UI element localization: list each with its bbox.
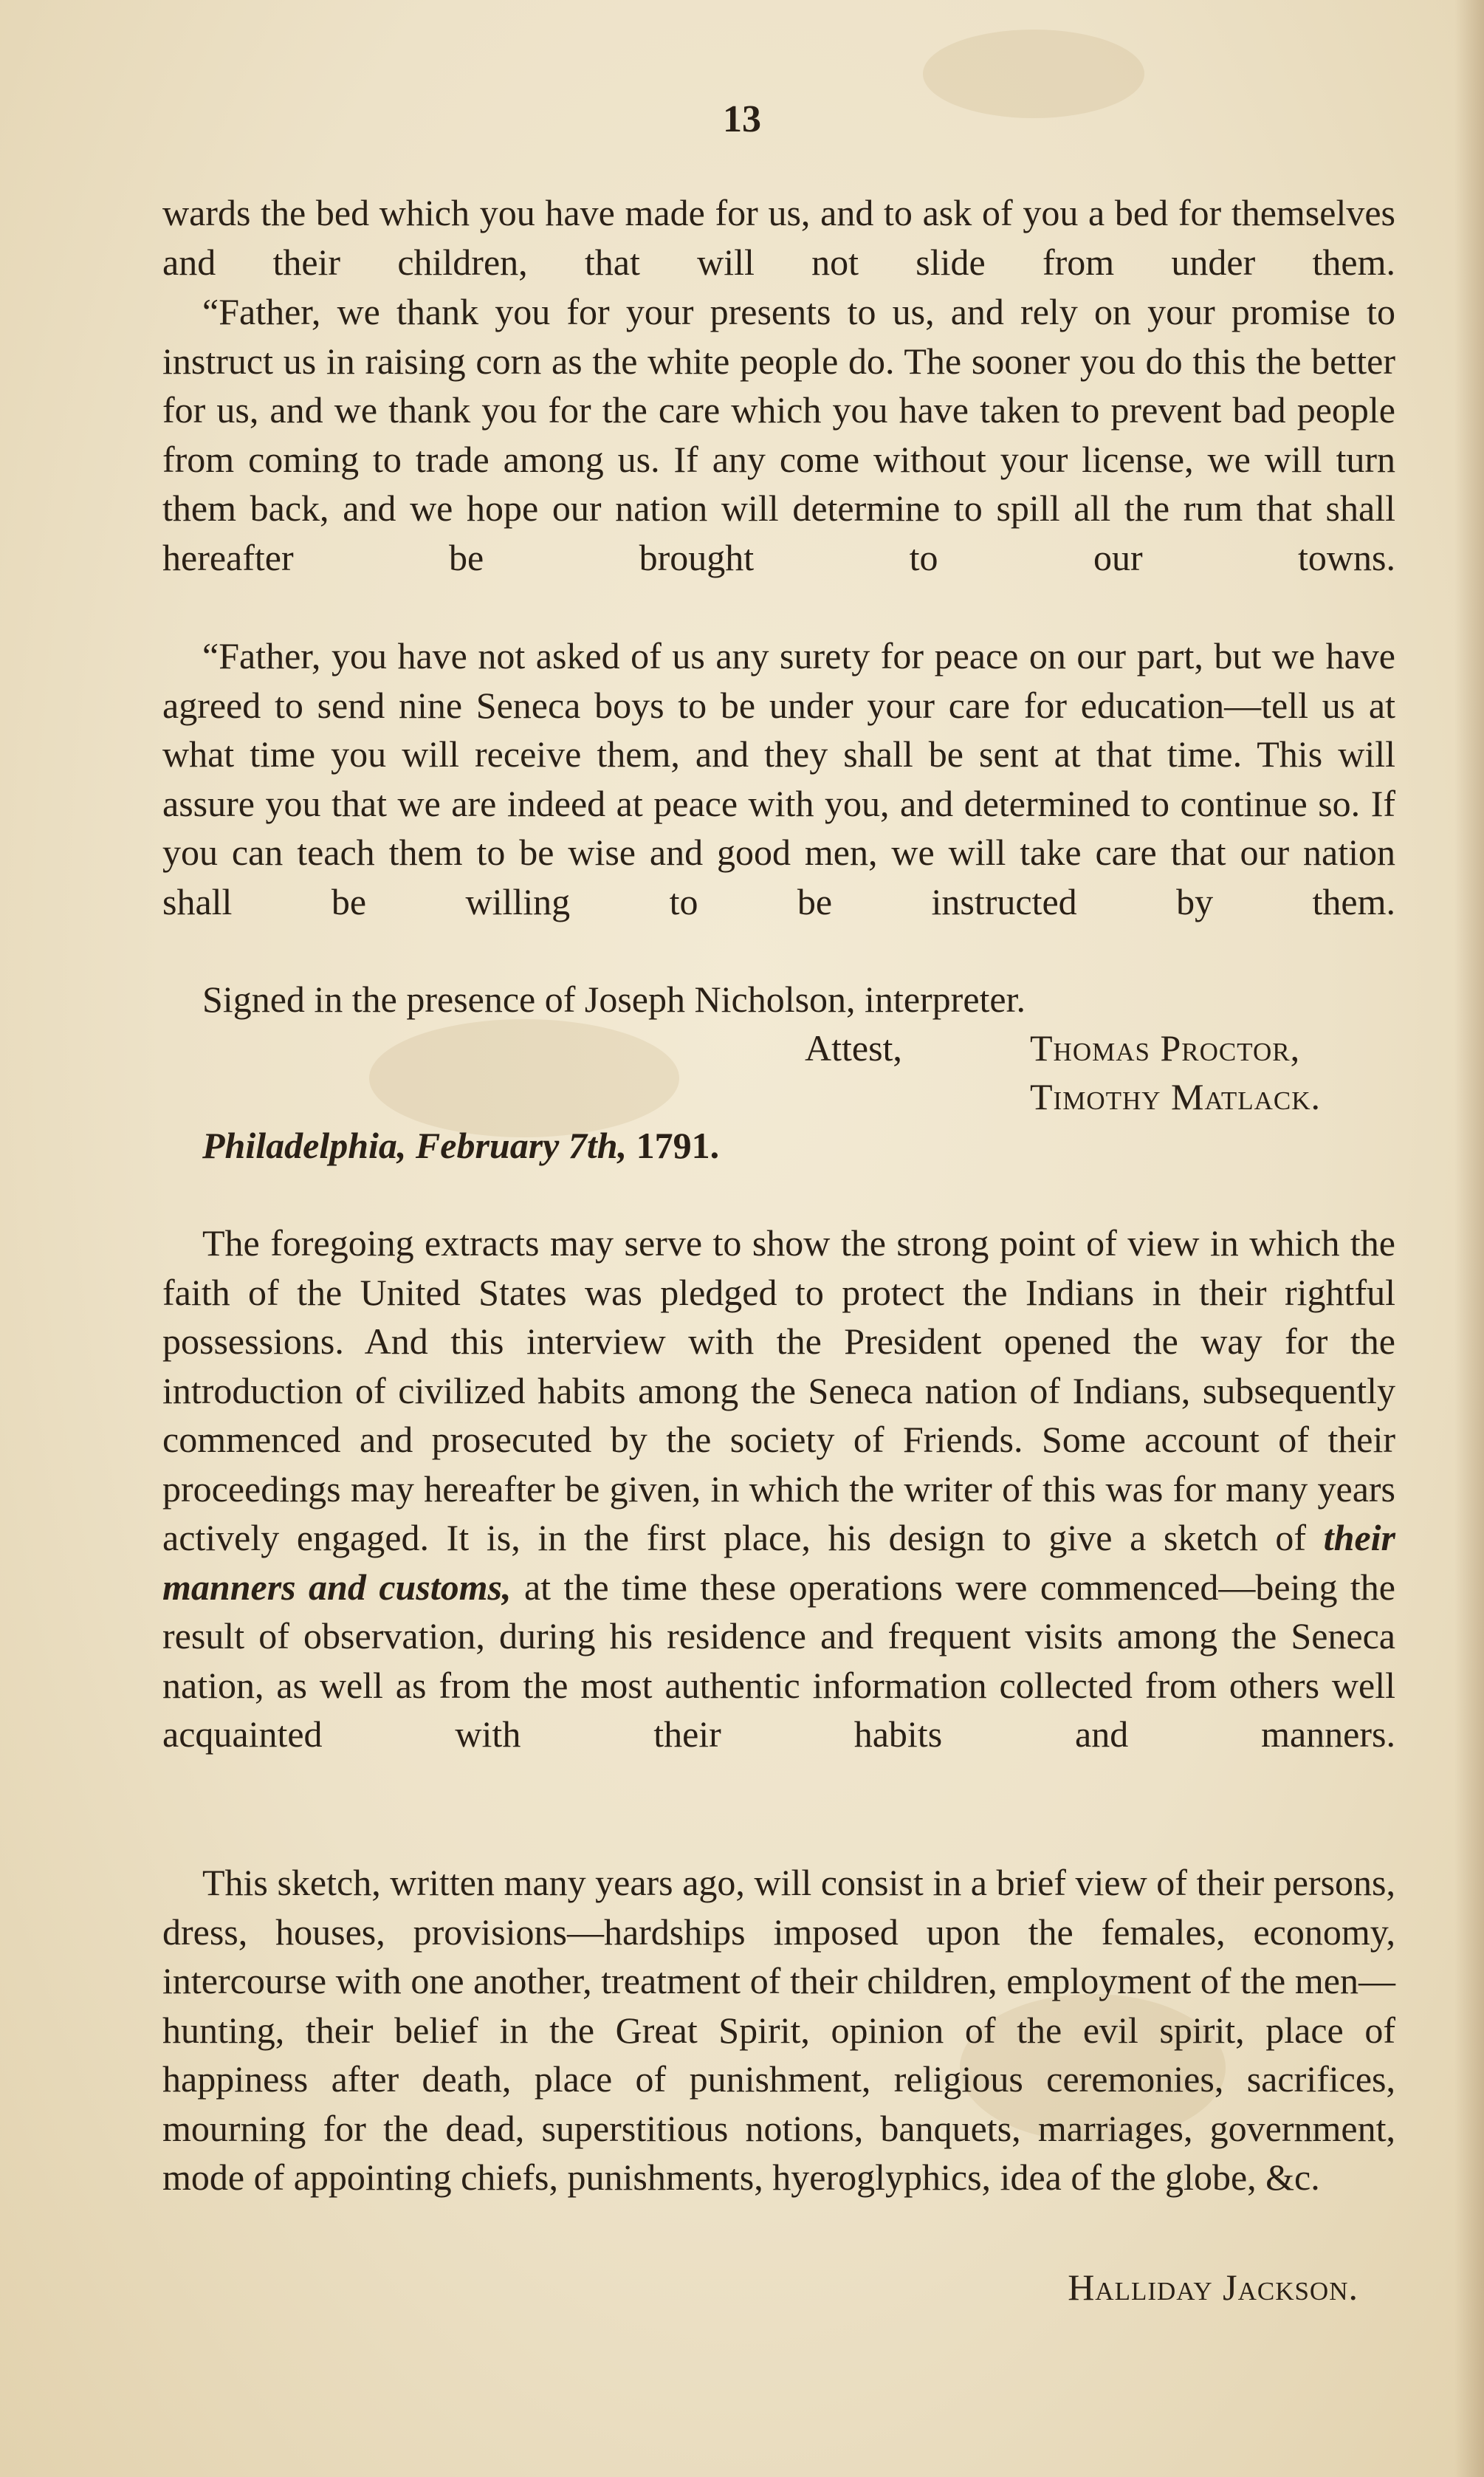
paragraph-4-part-1: The foregoing extracts may serve to show the strong point of view in which the faith of the United States was pledged to protect the Indians in their rightful possessions. And this interview with the President opened the way for the introduction of civilized habits among the Seneca nation of Indians, subsequently commenced and prosecuted by the society of Friends. Some account of their proceedings may hereafter be given, in which the writer of this was for many years actively engaged. It is, in the first place, his design to give a sketch of	[162, 1222, 1395, 1558]
attest-name-matlack: Timothy Matlack.	[1030, 1076, 1322, 1117]
paragraph-3: “Father, you have not asked of us any surety for peace on our part, but we have agreed to send nine Seneca boys to be under your care for education—tell us at what time you will receive them, and they shall be sent at that time. This will assure you that we are indeed at peace with you, and determined to continue so. If you can teach them to be wise and good men, we will take care that our nation shall be willing to be instructed by them.	[162, 635, 1395, 922]
paragraph-2: “Father, we thank you for your presents to us, and rely on your promise to instruct us in raising corn as the white people do. The sooner you do this the better for us, and we thank you for the care which you have taken to prevent bad people from coming to trade among us. If any come without your license, we will turn them back, and we hope our nation will determine to spill all the rum that shall hereafter be brought to our towns.	[162, 291, 1395, 578]
page-number: 13	[723, 98, 761, 140]
attest-name-proctor: Thomas Proctor,	[1030, 1027, 1301, 1069]
dateline-place: Philadelphia, February 7th,	[202, 1125, 628, 1166]
dateline	[202, 1121, 719, 1170]
paragraph-5: This sketch, written many years ago, will consist in a brief view of their persons, dress, houses, provisions—hardships imposed upon the females, economy, intercourse with one another, treatment of their children, employment of the men—hunting, their belief in the Great Spirit, opinion of the evil spirit, place of happiness after death, place of punishment, religious ceremonies, sacrifices, mourning for the dead, superstitious notions, banquets, marriages, government, mode of appointing chiefs, punishments, hyeroglyphics, idea of the globe, &c.	[162, 1862, 1395, 2198]
paper-stain	[369, 1019, 679, 1137]
paragraph-1: wards the bed which you have made for us, and to ask of you a bed for themselves and their children, that will not slide from under them.	[162, 192, 1395, 283]
page-gutter-shadow	[1454, 0, 1484, 2477]
paragraph-4-part-2: at the time these operations were commenced—being the result of observation, during his residence and frequent visits among the Seneca nation, as well as from the most authentic information collected from others well acquainted with their habits and manners.	[162, 1566, 1395, 1755]
paragraph-4-emphasis: their manners and customs,	[162, 1517, 1396, 1608]
attest-label: Attest,	[805, 1027, 902, 1069]
dateline-year: 1791.	[636, 1125, 720, 1166]
author-signature: Halliday Jackson.	[1068, 2267, 1358, 2308]
signed-line: Signed in the presence of Joseph Nicholson, interpreter.	[202, 979, 1026, 1020]
paragraph-4	[162, 1219, 1395, 1759]
